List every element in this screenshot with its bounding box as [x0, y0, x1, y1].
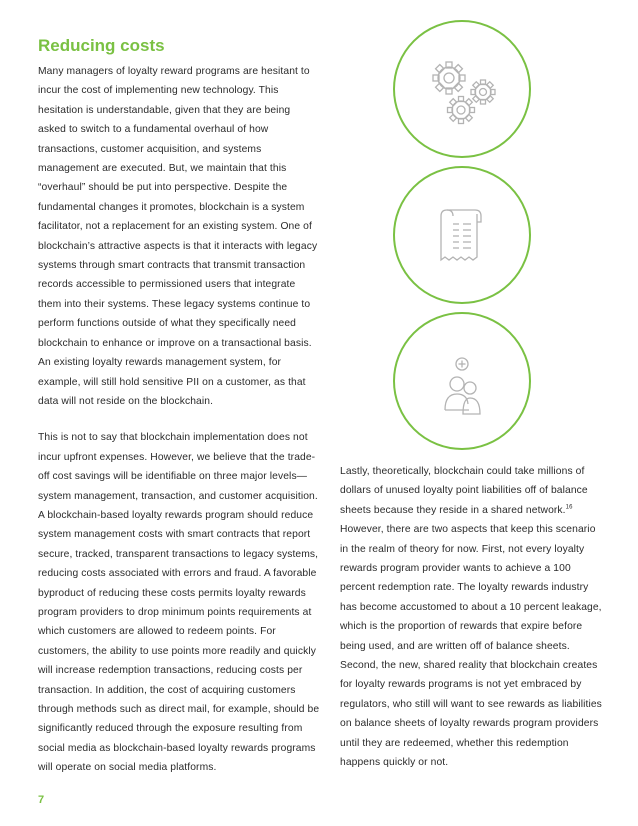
users-add-icon — [395, 314, 529, 448]
gears-icon-circle — [393, 20, 531, 158]
footnote-ref: 16 — [565, 504, 573, 511]
left-column — [38, 62, 320, 795]
receipt-icon — [395, 168, 529, 302]
page-number: 7 — [38, 794, 45, 806]
paragraph-2: This is not to say that blockchain implementation does not incur upfront expenses. However, we believe that the trade-off cost savings will be identifiable on three major levels—system management, transaction, and customer acquisition. A blockchain-based loyalty rewards program should reduce system management costs with smart contracts that report secure, tracked, transparent transactions to legacy systems, reducing costs associated with errors and fraud. A favorable byproduct of reducing these costs permits loyalty rewards program providers to drop minimum points requirements at which customers are allowed to redeem points. For customers, the ability to use points more readily and quickly will increase redemption transactions, reducing costs per transaction. In addition, the cost of acquiring customers through methods such as direct mail, for example, should be significantly reduced through the exposure resulting from social media as blockchain-based loyalty rewards programs will operate on social media platforms. — [38, 432, 320, 774]
paragraph-3-part-1: Lastly, theoretically, blockchain could take millions of dollars of unused loyalty point liabilities off of balance sheets because they reside in a shared network. — [340, 466, 588, 516]
paragraph-3-part-2: However, there are two aspects that keep this scenario in the realm of theory for now. First, not every loyalty rewards program provider wants to achieve a 100 percent redemption rate. The loyalty rewards industry has become accustomed to about a 10 percent leakage, which is the proportion of rewards that expire before being used, and are written off of balance sheets. Second, the new, shared reality that blockchain creates for loyalty rewards programs is not yet embraced by regulators, who still will want to see rewards as liabilities on balance sheets of loyalty rewards program providers until they are redeemed, whether this redemption happens quickly or not. — [340, 524, 602, 769]
section-heading: Reducing costs — [38, 36, 165, 55]
receipt-icon-circle — [393, 166, 531, 304]
gears-icon — [395, 22, 529, 156]
paragraph-3 — [340, 462, 602, 773]
paragraph-1: Many managers of loyalty reward programs are hesitant to incur the cost of implementing new technology. This hesitation is understandable, given that they are being asked to switch to a fundamental overhaul of how transactions, customer acquisition, and systems management are executed. But, we maintain that this “overhaul” should be put into perspective. Despite the fundamental changes it promotes, blockchain is a system facilitator, not a replacement for an existing system. One of blockchain’s attractive aspects is that it interacts with legacy systems through smart contracts that transmit transaction records accessible to permissioned users that integrate them into their systems. These legacy systems continue to perform functions outside of what they specifically need blockchain to enhance or improve on a transactional basis. An existing loyalty rewards management system, for example, will still hold sensitive PII on a customer, as that data will not reside on the blockchain. — [38, 66, 318, 407]
users-icon-circle — [393, 312, 531, 450]
right-column — [340, 462, 602, 773]
